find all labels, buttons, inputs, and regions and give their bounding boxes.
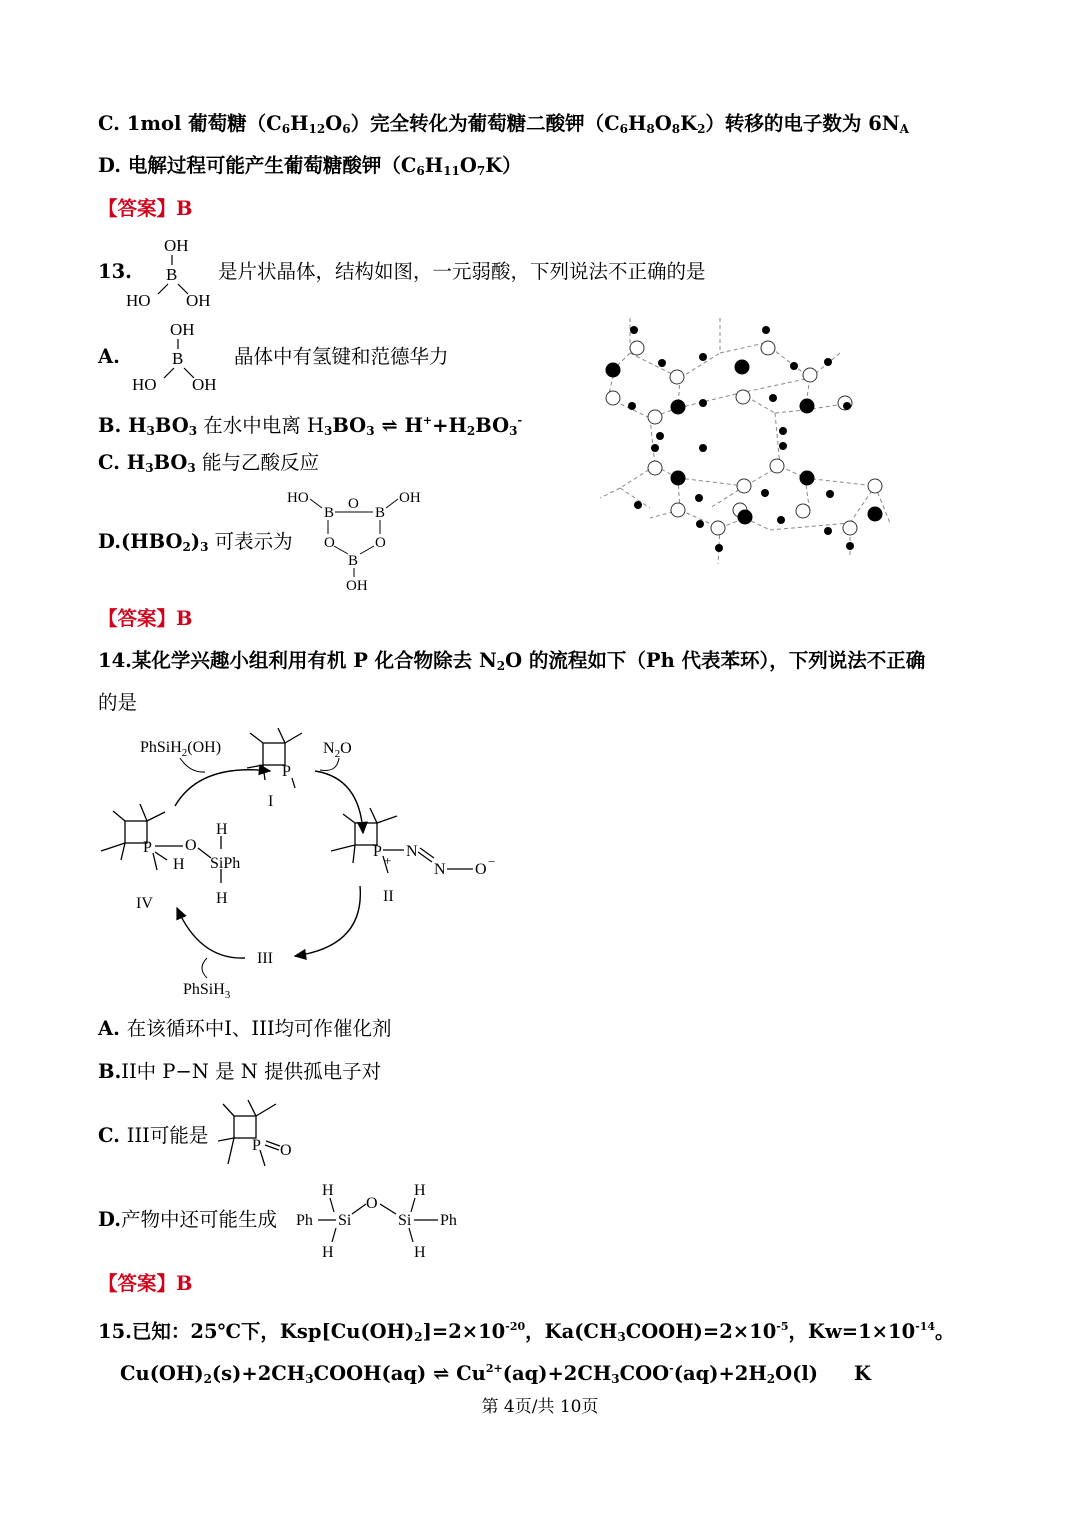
svg-text:O: O xyxy=(324,535,335,551)
svg-text:B: B xyxy=(172,349,184,368)
page-footer: 第 4页/共 10页 xyxy=(481,1397,599,1417)
q15-equation: $Cu(OH)_2(s)+2CH_3COOH(aq)$ ⇌ $Cu^{2+}(aq)+2CH_3COO^-(aq)+2H_2O(l)$ K xyxy=(120,1362,871,1386)
boroxine-ring-structure xyxy=(284,484,434,596)
q14-option-c: C. III可能是 xyxy=(98,1124,209,1147)
svg-text:B: B xyxy=(324,505,335,521)
label-II: II xyxy=(383,888,394,905)
svg-text:P: P xyxy=(282,763,291,780)
svg-text:O: O xyxy=(366,1195,378,1212)
svg-text:−: − xyxy=(488,854,496,869)
svg-text:Si: Si xyxy=(338,1212,352,1229)
atom-oh-right: OH xyxy=(186,291,211,310)
boric-acid-structure xyxy=(122,234,222,314)
q14-stem-line1: 14.某化学兴趣小组利用有机 P 化合物除去 $N_2O$ 的流程如下（Ph 代表苯环），下列说法不正确 xyxy=(98,649,926,673)
svg-text:HO: HO xyxy=(132,375,157,394)
q13-option-b: B. $H_3BO_3$ 在水中电离 $H_3BO_3$ ⇌ $H^++H_2BO_3^-$ xyxy=(98,414,523,438)
q12-option-c: C. 1mol 葡萄糖$(C_6H_{12}O_6)$完全转化为葡萄糖二酸钾$(C_6H_8O_8K_2)$转移的电子数为 $6N_A$ xyxy=(98,112,909,136)
reagent-n2o: $N_2O$ xyxy=(323,740,352,760)
q13-option-a-text: 晶体中有氢键和范德华力 xyxy=(234,345,449,368)
svg-text:H: H xyxy=(173,856,185,873)
q14-option-a: A. 在该循环中I、III均可作催化剂 xyxy=(98,1017,392,1040)
q14-answer: 【答案】B xyxy=(98,1272,193,1295)
q13-option-d: $D.(HBO_2)_3$ 可表示为 xyxy=(98,530,293,554)
phosphine-oxide-structure xyxy=(218,1094,303,1174)
svg-text:H: H xyxy=(216,890,228,907)
svg-text:N: N xyxy=(434,861,446,878)
svg-text:O: O xyxy=(280,1142,292,1159)
label-IV: IV xyxy=(136,895,153,912)
q14-option-b: B.II中 P−N 是 N 提供孤电子对 xyxy=(98,1060,382,1083)
q15-stem: 15.已知：25℃下，$Ksp[Cu(OH)_2]=2\times 10^{-20}$，$Ka(CH_3COOH)=2\times 10^{-5}$，$Kw=1\times 10^{-14}$。 xyxy=(98,1320,955,1344)
svg-text:H: H xyxy=(414,1244,426,1261)
compound-I xyxy=(247,728,302,780)
svg-text:B: B xyxy=(348,553,359,569)
svg-text:P: P xyxy=(373,843,382,860)
svg-text:Si: Si xyxy=(398,1212,412,1229)
q13-answer: 【答案】B xyxy=(98,607,193,630)
q14-option-d: D.产物中还可能生成 xyxy=(98,1208,278,1231)
svg-text:HO: HO xyxy=(287,490,309,506)
atom-oh-top: OH xyxy=(164,236,189,255)
svg-text:O: O xyxy=(185,837,197,854)
q12-answer: 【答案】B xyxy=(98,197,193,220)
q13-stem: 是片状晶体，结构如图，一元弱酸，下列说法不正确的是 xyxy=(218,260,706,283)
q13-number: 13. xyxy=(98,260,132,283)
boric-acid-crystal-lattice-figure xyxy=(600,318,895,564)
catalytic-cycle-diagram xyxy=(95,728,515,1003)
atom-b: B xyxy=(166,265,178,284)
compound-II xyxy=(331,808,404,873)
svg-text:OH: OH xyxy=(170,320,195,339)
svg-text:O: O xyxy=(348,496,359,512)
svg-text:O: O xyxy=(475,861,487,878)
svg-text:OH: OH xyxy=(192,375,217,394)
svg-text:H: H xyxy=(322,1244,334,1261)
disiloxane-structure xyxy=(296,1178,466,1262)
svg-text:OH: OH xyxy=(346,578,368,594)
svg-text:O: O xyxy=(375,535,386,551)
svg-text:Ph: Ph xyxy=(296,1212,313,1229)
q13-option-c: C. $H_3BO_3$ 能与乙酸反应 xyxy=(98,451,319,475)
atom-ho-left: HO xyxy=(126,291,151,310)
svg-text:OH: OH xyxy=(399,490,421,506)
label-I: I xyxy=(268,793,274,810)
reagent-phsih3: PhSiH$_3$ xyxy=(183,981,231,1001)
svg-text:H: H xyxy=(322,1182,334,1199)
svg-text:N: N xyxy=(406,843,418,860)
svg-text:H: H xyxy=(216,821,228,838)
svg-text:+: + xyxy=(384,853,392,868)
svg-text:P: P xyxy=(252,1137,261,1154)
compound-IV xyxy=(101,804,221,883)
label-III: III xyxy=(257,950,273,967)
boric-acid-structure-a xyxy=(128,318,228,398)
q13-option-a-label: A. xyxy=(98,345,120,368)
svg-text:H: H xyxy=(414,1182,426,1199)
svg-text:P: P xyxy=(143,839,152,856)
reagent-phsih2oh: PhSiH$_2$(OH) xyxy=(140,739,222,759)
svg-text:Ph: Ph xyxy=(440,1212,457,1229)
q14-stem-line2: 的是 xyxy=(98,691,138,714)
q12-option-d: D. 电解过程可能产生葡萄糖酸钾$(C_6H_{11}O_7K)$ xyxy=(98,154,522,178)
svg-text:B: B xyxy=(375,505,386,521)
svg-text:SiPh: SiPh xyxy=(210,855,241,872)
